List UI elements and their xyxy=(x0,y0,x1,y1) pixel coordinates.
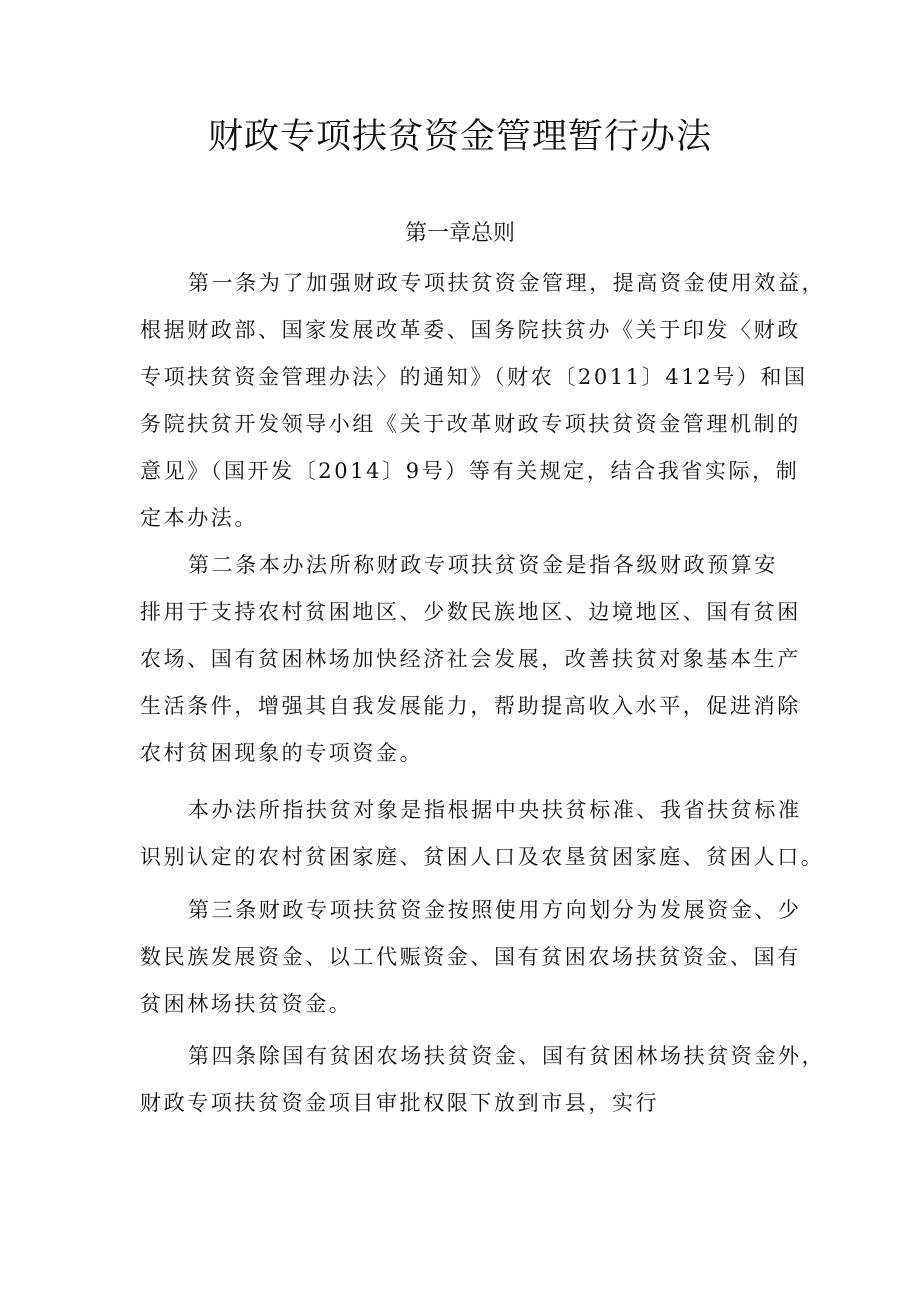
text-line: 第三条财政专项扶贫资金按照使用方向划分为发展资金、少 xyxy=(188,898,802,922)
text-line: 生活条件，增强其自我发展能力，帮助提高收入水平，促进消除 xyxy=(140,694,801,718)
text-line: 定本办法。 xyxy=(140,506,258,530)
text-line: 根据财政部、国家发展改革委、国务院扶贫办《关于印发〈财政 xyxy=(140,318,801,342)
text-line: 第一条为了加强财政专项扶贫资金管理，提高资金使用效益， xyxy=(188,271,826,295)
text-line: 专项扶贫资金管理办法〉的通知》（财农〔2011〕412号）和国 xyxy=(140,365,808,389)
text-line: 本办法所指扶贫对象是指根据中央扶贫标准、我省扶贫标准 xyxy=(188,798,802,822)
text-line: 第二条本办法所称财政专项扶贫资金是指各级财政预算安 xyxy=(188,553,778,577)
text-line: 务院扶贫开发领导小组《关于改革财政专项扶贫资金管理机制的 xyxy=(140,412,801,436)
text-line: 第四条除国有贫困农场扶贫资金、国有贫困林场扶贫资金外， xyxy=(188,1044,826,1068)
text-line: 农场、国有贫困林场加快经济社会发展，改善扶贫对象基本生产 xyxy=(140,647,801,671)
text-line: 数民族发展资金、以工代赈资金、国有贫困农场扶贫资金、国有 xyxy=(140,945,801,969)
document-title: 财政专项扶贫资金管理暂行办法 xyxy=(207,117,712,157)
text-line: 意见》（国开发〔2014〕9号）等有关规定，结合我省实际，制 xyxy=(140,459,800,483)
text-line: 贫困林场扶贫资金。 xyxy=(140,992,353,1016)
text-line: 财政专项扶贫资金项目审批权限下放到市县，实行 xyxy=(140,1091,660,1115)
chapter-heading: 第一章总则 xyxy=(404,221,515,246)
text-line: 识别认定的农村贫困家庭、贫困人口及农垦贫困家庭、贫困人口。 xyxy=(140,845,825,869)
text-line: 排用于支持农村贫困地区、少数民族地区、边境地区、国有贫困 xyxy=(140,600,801,624)
text-line: 农村贫困现象的专项资金。 xyxy=(140,741,424,765)
